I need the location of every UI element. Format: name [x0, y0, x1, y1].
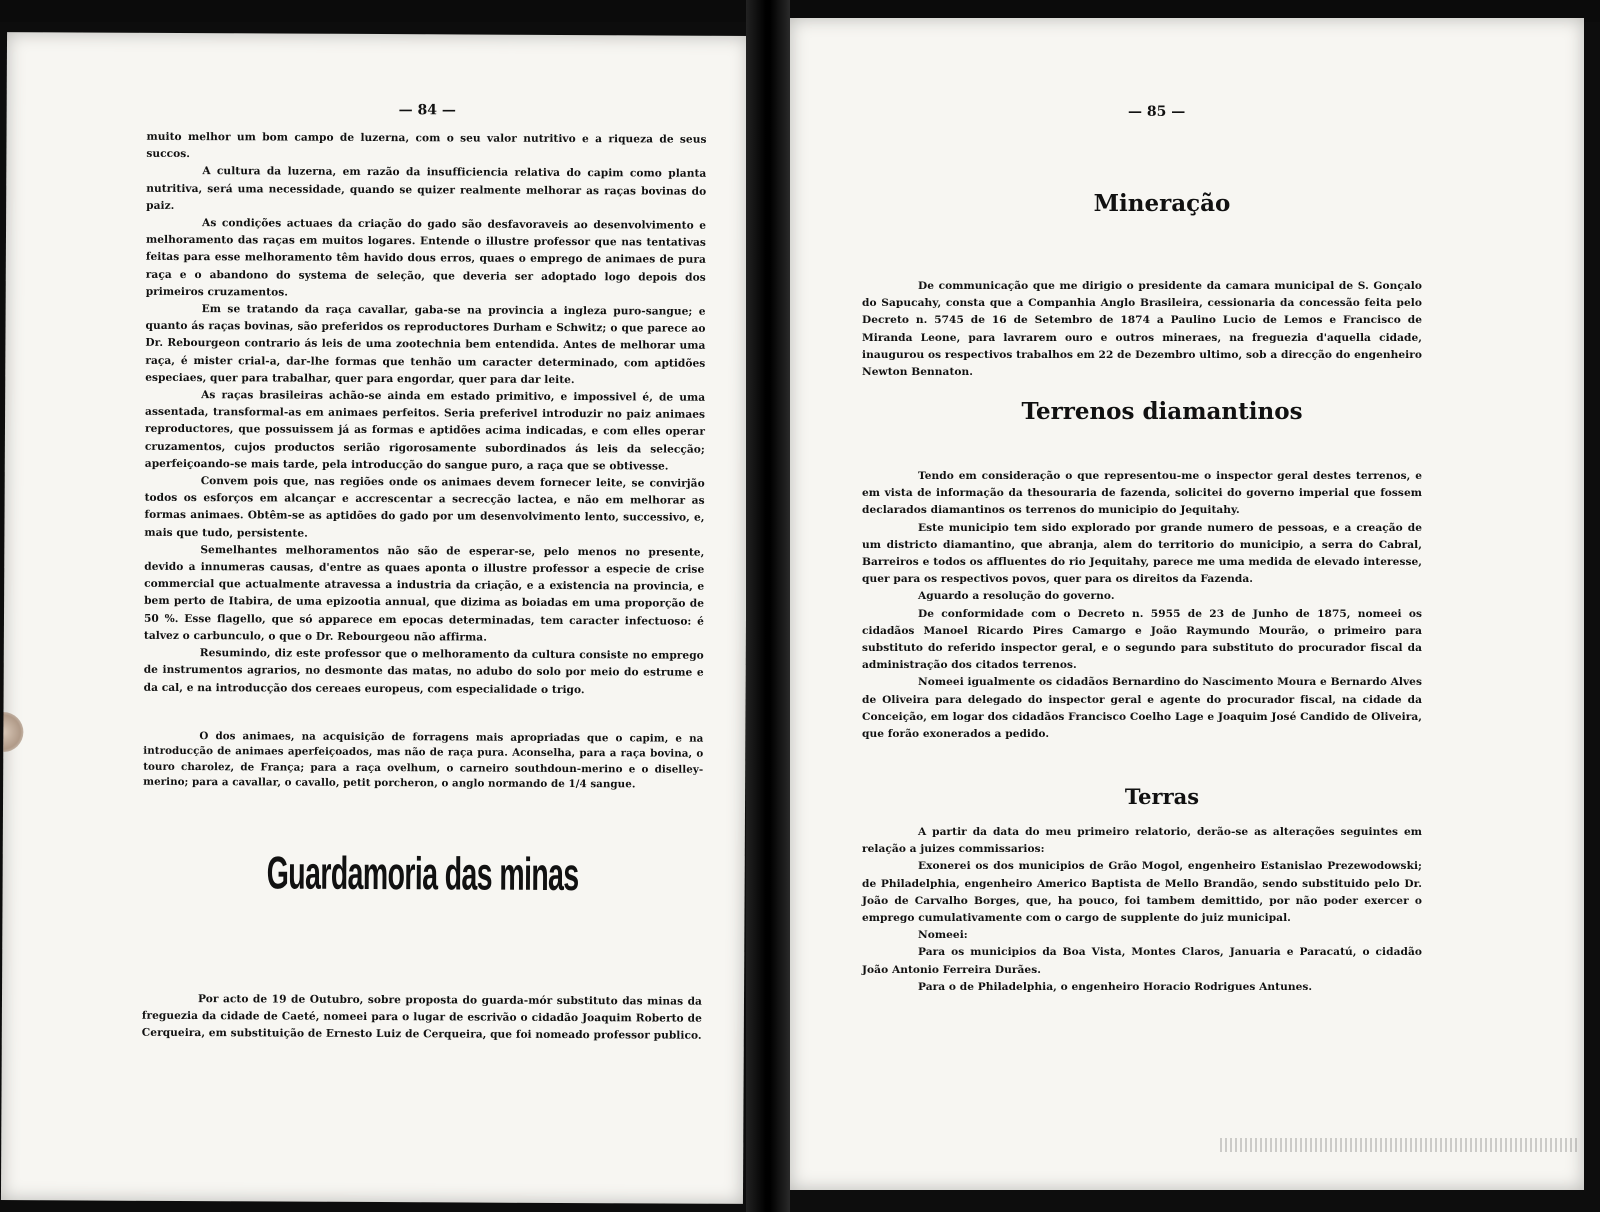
left-page — [1, 32, 749, 1204]
paragraph: Nomeei: — [918, 929, 968, 942]
left-body-text — [144, 129, 707, 700]
paragraph: muito melhor um bom campo de luzerna, com o seu valor nutritivo e a riqueza de seus succos. — [146, 130, 707, 161]
section-title-diamantinos: Terrenos diamantinos — [1021, 398, 1303, 425]
paragraph: As raças brasileiras achão-se ainda em estado primitivo, e impossivel é, de uma assentada, transformal-as em animaes perfeitos. Seria preferivel introduzir no paiz animaes reproductores, que possuissem já as formas e aptidões acima indicadas, e com elles operar cruzamentos, cujos productos serião rigorosamente subordinados ás leis da selecção; aperfeiçoando-se mais tarde, pela introducção do sangue puro, a raça que se obtivesse. — [144, 389, 706, 473]
paragraph: Nomeei igualmente os cidadãos Bernardino do Nascimento Moura e Bernardo Alves de Oliveira para delegado do inspector geral e agente do procurador fiscal, na cidade da Conceição, em logar dos cidadãos Francisco Coelho Lage e Joaquim José Candido de Oliveira, que forão exonerados a pedido. — [862, 676, 1422, 741]
paragraph: A partir da data do meu primeiro relatorio, derão-se as alterações seguintes em relação a juizes commissarios: — [862, 826, 1422, 856]
paragraph: Tendo em consideração o que representou-me o inspector geral destes terrenos, e em vista de informação da thesouraria de fazenda, solicitei do governo imperial que fossem declarados diamantinos os terrenos do municipio do Jequitahy. — [862, 470, 1422, 517]
paragraph: Para o de Philadelphia, o engenheiro Horacio Rodrigues Antunes. — [918, 980, 1313, 993]
scanner-thumb-artifact — [3, 712, 23, 752]
mineracao-text — [862, 278, 1422, 381]
section-title-terras: Terras — [1124, 784, 1200, 809]
section-title-mineracao: Mineração — [1093, 190, 1231, 217]
page-number: — 84 — — [398, 102, 456, 119]
section-title-guardamoria: Guardamoria das minas — [266, 846, 579, 901]
paragraph: Aguardo a resolução do governo. — [918, 590, 1115, 603]
paragraph: De communicação que me dirigio o presidente da camara municipal de S. Gonçalo do Sapucahy, consta que a Companhia Anglo Brasileira, cessionaria da concessão feita pelo Decreto n. 5745 de 16 de Setembro de 1874 a Paulino Lucio de Lemos e Francisco de Miranda Leone, para lavrarem ouro e outros mineraes, na freguezia d'aquella cidade, inaugurou os respectivos trabalhos em 22 de Dezembro ultimo, sob a direcção do engenheiro Newton Bennaton. — [862, 280, 1422, 379]
left-small-paragraph — [143, 729, 703, 793]
paragraph: De conformidade com o Decreto n. 5955 de 23 de Junho de 1875, nomeei os cidadãos Manoel Ricardo Pires Camargo e João Raymundo Mourão, o primeiro para substituto do referido inspector geral, e o segundo para substituto do procurador fiscal da administração dos citados terrenos. — [862, 607, 1422, 672]
page-number: — 85 — — [1128, 104, 1186, 120]
paragraph: Semelhantes melhoramentos não são de esperar-se, pelo menos no presente, devido a innumeras causas, d'entre as quaes aponta o illustre professor a especie de crise commercial que actualmente atravessa a industria da criação, e a existencia na provincia, e bem perto de Itabira, de uma epizootia annual, que dizima as boiadas em uma proporção de 50 %. Esse flagello, que só apparece em epocas determinadas, tem caracter infectuoso: é talvez o carbunculo, o que o Dr. Rebourgeou não affirma. — [143, 543, 705, 644]
paragraph: A cultura da luzerna, em razão da insufficiencia relativa do capim como planta nutritiva, será uma necessidade, quando se quizer realmente melhorar as raças bovinas do paiz. — [146, 165, 707, 212]
paragraph: Para os municipios da Boa Vista, Montes Claros, Januaria e Paracatú, o cidadão João Antonio Ferreira Durães. — [862, 946, 1422, 976]
right-page — [790, 18, 1584, 1190]
paragraph: Resumindo, diz este professor que o melhoramento da cultura consiste no emprego de instrumentos agrarios, no desmonte das matas, no adubo do solo por meio do estrume e da cal, e na introducção dos cereaes europeus, com especialidade o trigo. — [143, 647, 704, 696]
paragraph: Em se tratando da raça cavallar, gaba-se na provincia a ingleza puro-sangue; e quanto ás raças bovinas, são preferidos os reproductores Durham e Schwitz; o que parece ao Dr. Rebourgeon contrario ás leis de uma zootechnia bem entendida. Antes de melhorar uma raça, é mister crial-a, dar-lhe formas que tenhão um caracter determinado, com aptidões especiaes, quer para trabalhar, quer para engordar, quer para dar leite. — [145, 303, 706, 386]
paragraph: As condições actuaes da criação do gado são desfavoraveis ao desenvolvimento e melhoramento das raças em muitos logares. Entende o illustre professor que nas tentativas feitas para esse melhoramento têm havido dous erros, quaes o emprego de animaes de pura raça e o abandono do systema de seleção, que deveria ser adoptado logo depois dos primeiros cruzamentos. — [145, 217, 707, 299]
paragraph: Convem pois que, nas regiões onde os animaes devem fornecer leite, se convirjão todos os esforços em alcançar e accrescentar a secrecção lactea, e não em melhorar as formas animaes. Obtêm-se as aptidões do gado por um desenvolvimento lento, successivo, e, mais que tudo, persistente. — [144, 475, 705, 540]
terras-text — [862, 824, 1422, 996]
paragraph: Exonerei os dos municipios de Grão Mogol, engenheiro Estanislao Prezewodowski; de Philadelphia, engenheiro Americo Baptista de Mello Brandão, sendo substituido pelo Dr. João de Carvalho Borges, que, ha pouco, foi tambem demittido, por não poder exercer o emprego cumulativamente com o cargo de supplente do juiz municipal. — [862, 860, 1422, 925]
paragraph: Por acto de 19 de Outubro, sobre proposta do guarda-mór substituto das minas da freguezia da cidade de Caeté, nomeei para o lugar de escrivão o cidadão Joaquim Roberto de Cerqueira, em substituição de Ernesto Luiz de Cerqueira, que foi nomeado professor publico. — [141, 993, 703, 1043]
diamantinos-text — [862, 468, 1422, 743]
paragraph: O dos animaes, na acquisição de forragens mais apropriadas que o capim, e na introducção de animaes aperfeiçoados, mas não de raça pura. Aconselha, para a raça bovina, o touro charolez, de França; para a raça ovelhum, o carneiro southdoun-merino e o diselley-merino; para a cavallar, o cavallo, petit porcheron, o anglo normando de 1/4 sangue. — [143, 730, 704, 791]
book-gutter — [746, 0, 790, 1212]
paragraph: Este municipio tem sido explorado por grande numero de pessoas, e a creação de um districto diamantino, que abranja, alem do territorio do municipio, a serra do Cabral, Barreiros e todos os affluentes do rio Jequitahy, parece me uma medida de elevado interesse, quer para os respectivos povos, quer para os direitos da Fazenda. — [862, 521, 1422, 586]
faint-stamp-artifact — [1220, 1138, 1580, 1152]
guardamoria-text — [142, 991, 702, 1046]
